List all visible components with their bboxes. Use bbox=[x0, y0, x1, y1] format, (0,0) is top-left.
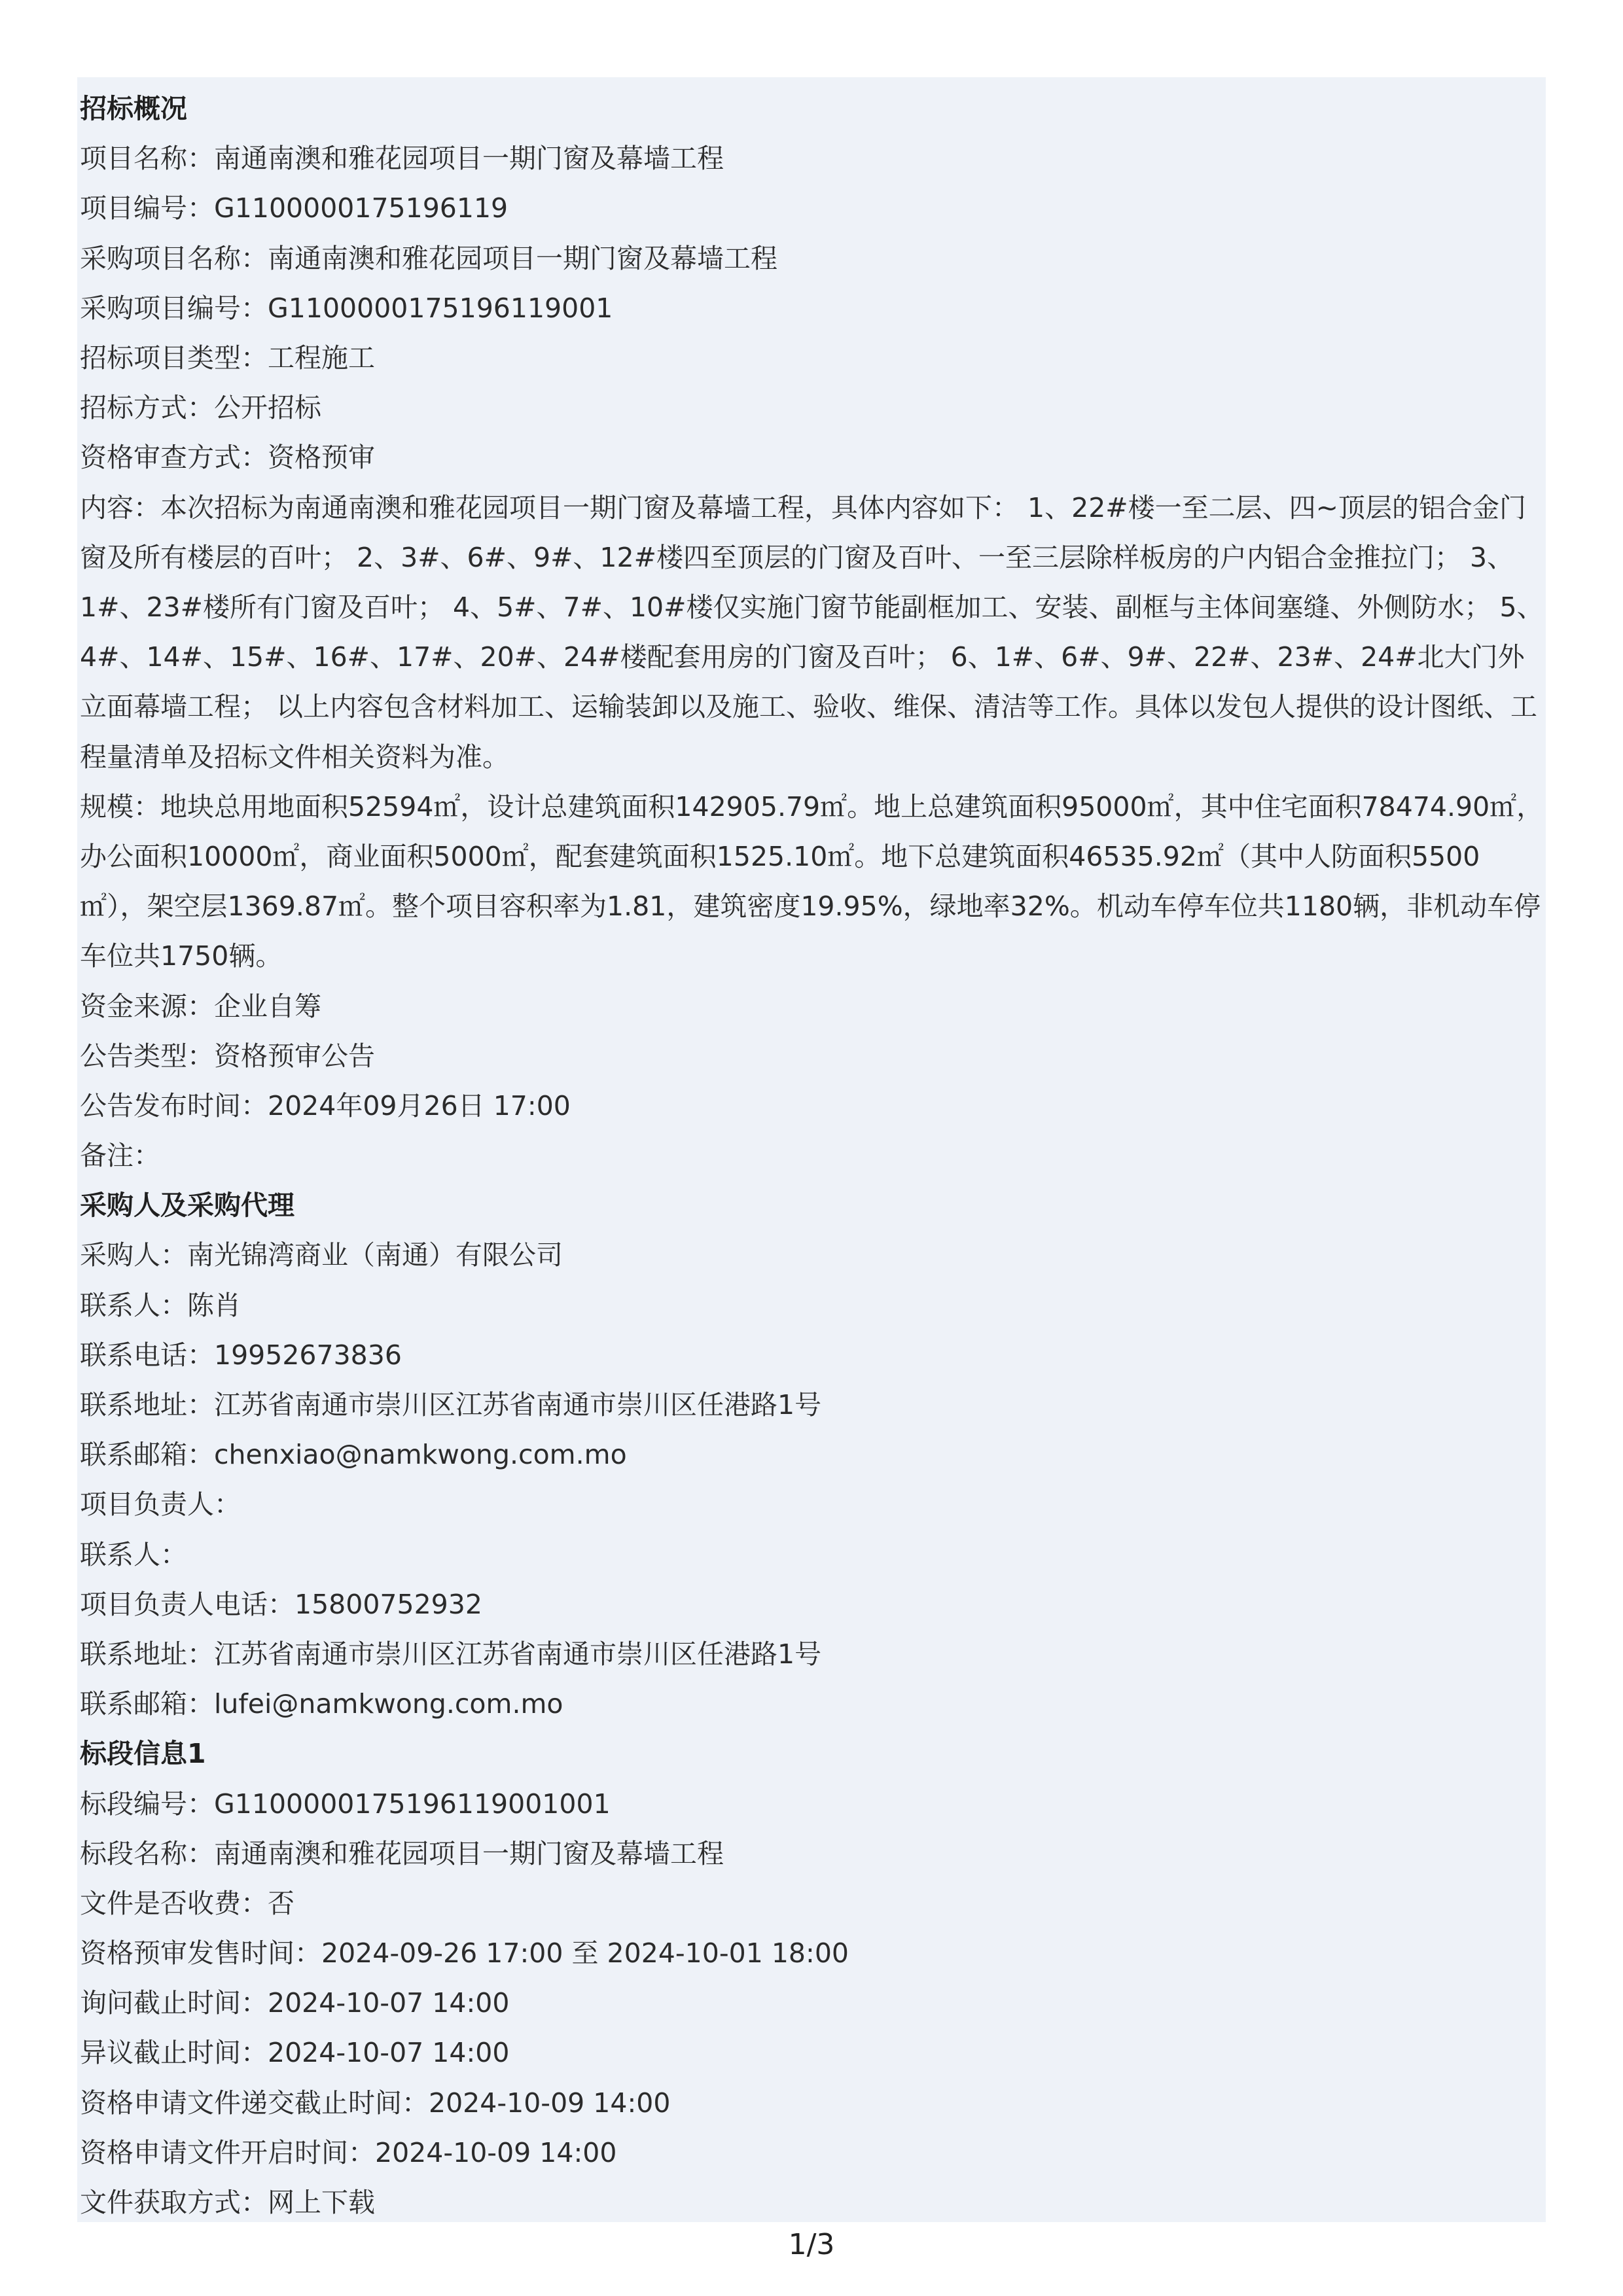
contact-address: 联系地址：江苏省南通市崇川区江苏省南通市崇川区任港路1号 bbox=[80, 1389, 822, 1421]
contact-email-2: 联系邮箱：lufei@namkwong.com.mo bbox=[80, 1688, 563, 1720]
purchase-project-name: 采购项目名称：南通南澳和雅花园项目一期门窗及幕墙工程 bbox=[80, 242, 777, 274]
section-heading-lot: 标段信息1 bbox=[80, 1738, 206, 1770]
content-paragraph: 内容：本次招标为南通南澳和雅花园项目一期门窗及幕墙工程，具体内容如下： 1、22#楼一至二层、四~顶层的铝合金门窗及所有楼层的百叶； 2、3#、6#、9#、12#楼四至顶层的门窗及百叶、一至三层除样板房的户内铝合金推拉门； 3、1#、23#楼所有门窗及百叶； 4、5#、7#、10#楼仅实施门窗节能副框加工、安装、副框与主体间塞缝、外侧防水； 5、4#、14#、15#、16#、17#、20#、24#楼配套用房的门窗及百叶； 6、1#、6#、9#、22#、23#、24#北大门外立面幕墙工程； 以上内容包含材料加工、运输装卸以及施工、验收、维保、清洁等工作。具体以发包人提供的设计图纸、工程量清单及招标文件相关资料为准。 bbox=[80, 491, 1544, 773]
tender-method: 招标方式：公开招标 bbox=[80, 392, 321, 424]
page-number: 1/3 bbox=[788, 2228, 835, 2261]
funding-source: 资金来源：企业自筹 bbox=[80, 990, 321, 1022]
section-heading-purchaser: 采购人及采购代理 bbox=[80, 1190, 294, 1222]
inquiry-deadline: 询问截止时间：2024-10-07 14:00 bbox=[80, 1987, 510, 2019]
purchase-project-code: 采购项目编号：G1100000175196119001 bbox=[80, 292, 613, 324]
project-lead-phone: 项目负责人电话：15800752932 bbox=[80, 1588, 482, 1620]
submit-deadline: 资格申请文件递交截止时间：2024-10-09 14:00 bbox=[80, 2087, 671, 2119]
sale-time: 资格预审发售时间：2024-09-26 17:00 至 2024-10-01 18:00 bbox=[80, 1937, 849, 1969]
tender-type: 招标项目类型：工程施工 bbox=[80, 342, 375, 374]
open-time: 资格申请文件开启时间：2024-10-09 14:00 bbox=[80, 2136, 617, 2168]
notice-type: 公告类型：资格预审公告 bbox=[80, 1040, 375, 1072]
objection-deadline: 异议截止时间：2024-10-07 14:00 bbox=[80, 2037, 510, 2069]
contact-address-2: 联系地址：江苏省南通市崇川区江苏省南通市崇川区任港路1号 bbox=[80, 1638, 822, 1670]
lot-name: 标段名称：南通南澳和雅花园项目一期门窗及幕墙工程 bbox=[80, 1837, 724, 1869]
contact-phone: 联系电话：19952673836 bbox=[80, 1339, 402, 1371]
contact-person: 联系人：陈肖 bbox=[80, 1289, 241, 1321]
contact-email: 联系邮箱：chenxiao@namkwong.com.mo bbox=[80, 1439, 627, 1471]
scale-paragraph: 规模：地块总用地面积52594㎡，设计总建筑面积142905.79㎡。地上总建筑面积95000㎡，其中住宅面积78474.90㎡，办公面积10000㎡，商业面积5000㎡，配套建筑面积1525.10㎡。地下总建筑面积46535.92㎡（其中人防面积5500㎡），架空层1369.87㎡。整个项目容积率为1.81，建筑密度19.95%，绿地率32%。机动车停车位共1180辆，非机动车停车位共1750辆。 bbox=[80, 790, 1544, 972]
lot-code: 标段编号：G1100000175196119001001 bbox=[80, 1788, 611, 1820]
project-name: 项目名称：南通南澳和雅花园项目一期门窗及幕墙工程 bbox=[80, 143, 724, 175]
section-heading-overview: 招标概况 bbox=[80, 93, 187, 124]
contact-person-2: 联系人： bbox=[80, 1538, 187, 1570]
document-panel bbox=[77, 77, 1546, 2222]
project-code: 项目编号：G1100000175196119 bbox=[80, 192, 508, 224]
purchaser-name: 采购人：南光锦湾商业（南通）有限公司 bbox=[80, 1239, 563, 1271]
qualification-method: 资格审查方式：资格预审 bbox=[80, 442, 375, 474]
acquisition-method: 文件获取方式：网上下载 bbox=[80, 2187, 375, 2218]
remark: 备注： bbox=[80, 1140, 160, 1172]
publish-time: 公告发布时间：2024年09月26日 17:00 bbox=[80, 1089, 571, 1122]
fee-required: 文件是否收费：否 bbox=[80, 1887, 294, 1919]
project-lead: 项目负责人： bbox=[80, 1489, 241, 1521]
